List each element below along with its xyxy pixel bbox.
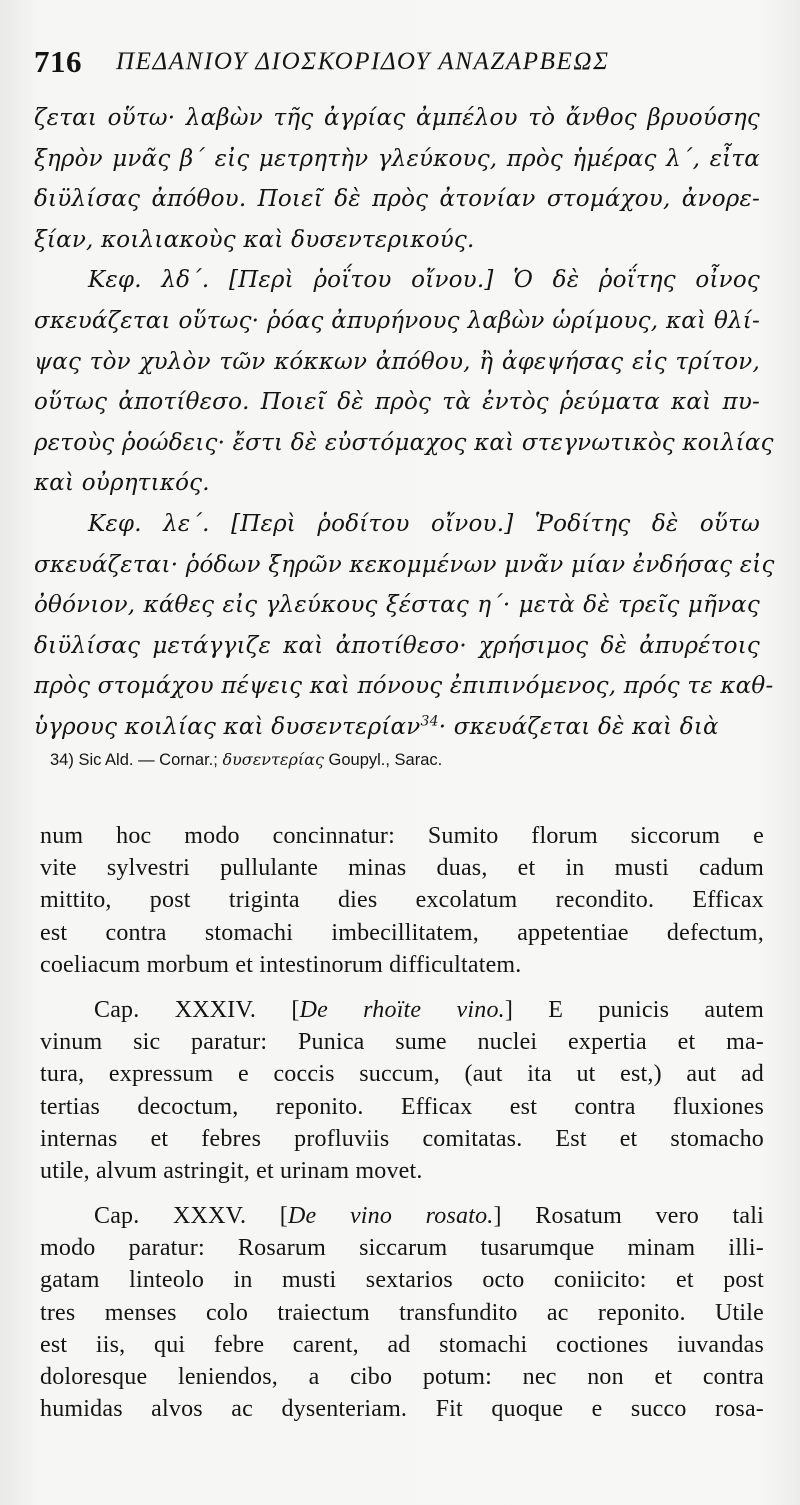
latin-line: internas et febres profluviis comitatas. Est et stomacho — [40, 1125, 764, 1152]
footnote-number: 34) — [50, 751, 74, 769]
latin-line: modo paratur: Rosarum siccarum tusarumque minam illi- — [40, 1235, 764, 1262]
greek-line: οὕτως ἀποτίθεσο. Ποιεῖ δὲ πρὸς τὰ ἐντὸς ῥεύματα καὶ πυ- — [34, 389, 760, 416]
greek-line: σκευάζεται· ῥόδων ξηρῶν κεκομμένων μνᾶν μίαν ἐνδήσας εἰς — [34, 551, 775, 578]
greek-line: ψας τὸν χυλὸν τῶν κόκκων ἀπόθου, ἢ ἀφεψήσας εἰς τρίτον, — [34, 348, 760, 375]
greek-line: σκευάζεται οὕτως· ῥόας ἀπυρήνους λαβὼν ὡρίμους, καὶ θλί- — [34, 307, 760, 334]
greek-line: ξηρὸν μνᾶς β΄ εἰς μετρητὴν γλεύκους, πρὸς ἡμέρας λ΄, εἶτα — [34, 145, 760, 172]
greek-chapter-heading-line: Κεφ. λδ΄. [Περὶ ῥοΐτου οἴνου.] Ὁ δὲ ῥοΐτης οἶνος — [88, 267, 760, 294]
latin-translation-block — [40, 820, 764, 1425]
latin-line: tertias decoctum, reponito. Efficax est contra fluxiones — [40, 1093, 764, 1120]
latin-line: num hoc modo concinnatur: Sumito florum siccorum e — [40, 823, 764, 849]
chapter-title: De vino rosato. — [288, 1203, 494, 1230]
greek-line: ζεται οὕτω· λαβὼν τῆς ἀγρίας ἀμπέλου τὸ ἄνθος βρυούσης — [34, 105, 760, 131]
latin-chapter-heading-line — [40, 994, 764, 1026]
greek-chapter-heading-line: Κεφ. λε΄. [Περὶ ῥοδίτου οἴνου.] Ῥοδίτης δὲ οὕτω — [88, 510, 760, 537]
footnote-text: Goupyl., Sarac. — [328, 751, 443, 769]
footnote-text: Sic Ald. — Cornar.; — [78, 751, 218, 769]
latin-line: vite sylvestri pullulante minas duas, et in musti cadum — [40, 855, 764, 882]
footnote-reference[interactable]: 34 — [420, 713, 439, 730]
footnote-greek-word: δυσεντερίας — [222, 750, 324, 769]
chapter-label: Cap. XXXIV. [ — [94, 996, 300, 1023]
greek-line: διϋλίσας ἀπόθου. Ποιεῖ δὲ πρὸς ἀτονίαν στομάχου, ἀνορε- — [34, 186, 760, 213]
greek-line: πρὸς στομάχου πέψεις καὶ πόνους ἐπιπινόμενος, πρός τε καθ- — [34, 673, 774, 700]
greek-line: καὶ οὐρητικός. — [34, 470, 210, 497]
latin-chapter-heading-line — [40, 1200, 764, 1232]
latin-line: tura, expressum e coccis succum, (aut ita ut est,) aut ad — [40, 1061, 764, 1088]
latin-line: tres menses colo traiectum transfundito ac reponito. Utile — [40, 1299, 764, 1326]
footnote — [50, 750, 442, 770]
chapter-text: ] E punicis autem — [504, 996, 764, 1023]
latin-line: utile, alvum astringit, et urinam movet. — [40, 1157, 423, 1184]
latin-line: est iis, qui febre carent, ad stomachi coctiones iuvandas — [40, 1331, 764, 1358]
greek-line-text: ὑγρους κοιλίας καὶ δυσεντερίαν — [34, 713, 421, 740]
latin-line: mittito, post triginta dies excolatum recondito. Efficax — [40, 887, 764, 914]
chapter-title: De rhoïte vino. — [299, 996, 505, 1023]
latin-line: gatam linteolo in musti sextarios octo coniicito: et post — [40, 1267, 764, 1294]
latin-line: humidas alvos ac dysenteriam. Fit quoque e succo rosa- — [40, 1396, 764, 1423]
greek-line-with-footnote — [34, 707, 760, 748]
running-head — [34, 44, 774, 84]
chapter-text: ] Rosatum vero tali — [493, 1203, 765, 1230]
greek-line-text: · σκευάζεται δὲ καὶ διὰ — [438, 713, 719, 740]
greek-line: ρετοὺς ῥοώδεις· ἔστι δὲ εὐστόμαχος καὶ στεγνωτικὸς κοιλίας — [34, 429, 774, 456]
page-number: 716 — [34, 44, 82, 79]
latin-line: vinum sic paratur: Punica sume nuclei expertia et ma- — [40, 1029, 764, 1056]
latin-line: coeliacum morbum et intestinorum difficultatem. — [40, 951, 522, 978]
chapter-label: Cap. XXXV. [ — [94, 1203, 289, 1230]
greek-text-block — [34, 98, 775, 748]
latin-line: doloresque leniendos, a cibo potum: nec non et contra — [40, 1364, 764, 1390]
latin-line: est contra stomachi imbecillitatem, appetentiae defectum, — [40, 919, 764, 946]
greek-line: ὀθόνιον, κάθες εἰς γλεύκους ξέστας η΄· μετὰ δὲ τρεῖς μῆνας — [34, 592, 760, 619]
greek-line: διϋλίσας μετάγγιζε καὶ ἀποτίθεσο· χρήσιμος δὲ ἀπυρέτοις — [34, 632, 760, 659]
greek-line: ξίαν, κοιλιακοὺς καὶ δυσεντερικούς. — [34, 226, 475, 253]
running-title: ΠΕΔΑΝΙΟΥ ΔΙΟΣΚΟΡΙΔΟΥ ΑΝΑΖΑΡΒΕΩΣ — [116, 48, 610, 75]
